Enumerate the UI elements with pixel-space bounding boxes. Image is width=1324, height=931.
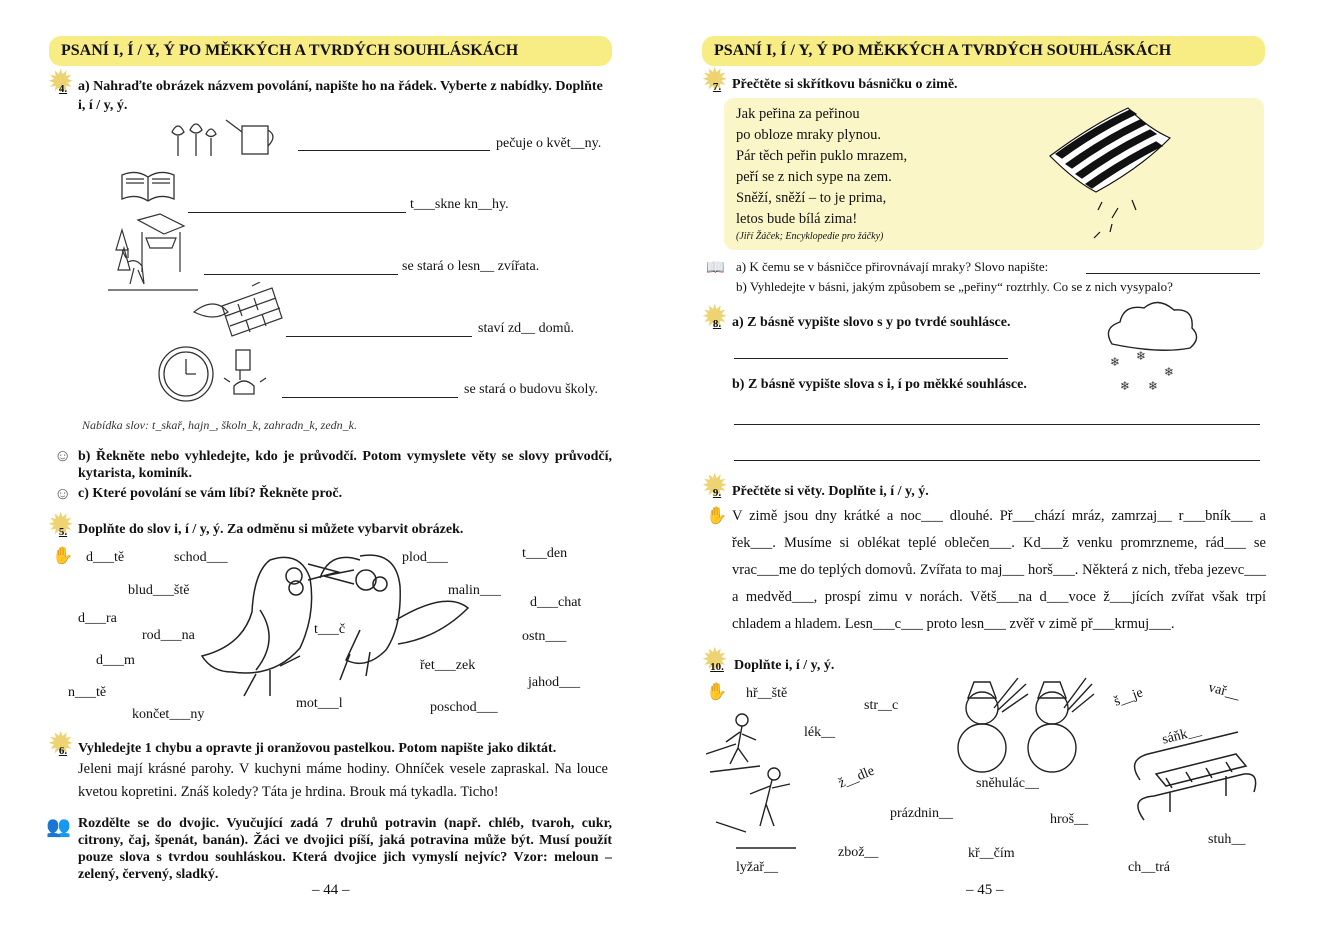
ex10-word: lyžař__ xyxy=(736,860,778,875)
ex5-word: n___tě xyxy=(68,685,107,700)
answer-line[interactable] xyxy=(734,358,1008,359)
ex10-word: prázdnin__ xyxy=(890,806,953,821)
ex4-item-5: se stará o budovu školy. xyxy=(464,382,599,397)
answer-line[interactable] xyxy=(1086,273,1260,274)
exercise-7-instruction: Přečtěte si skřítkovu básničku o zimě. xyxy=(732,77,958,92)
poem-line: po obloze mraky plynou. xyxy=(736,127,881,143)
sled-picture xyxy=(1130,728,1262,826)
clock-bell-picture xyxy=(156,344,276,404)
ex5-word: blud___ště xyxy=(128,583,190,598)
exercise-9-instruction: Přečtěte si věty. Doplňte i, í / y, ý. xyxy=(732,484,929,499)
ex10-word: zbož__ xyxy=(838,845,879,860)
hand-icon: ✋ xyxy=(52,546,74,565)
poem-box xyxy=(724,98,1264,250)
skiers-picture xyxy=(706,706,798,856)
ex10-word: ch__trá xyxy=(1128,860,1170,875)
exercise-number-6: ✹ 6. xyxy=(52,740,74,762)
svg-text:❄: ❄ xyxy=(1148,379,1159,393)
exercise-number-8: ✹ 8. xyxy=(706,313,728,335)
exercise-7a-question: a) K čemu se v básničce přirovnávají mraky? Slovo napište: xyxy=(736,259,1049,274)
answer-line[interactable] xyxy=(734,424,1260,425)
ex10-word: sněhulác__ xyxy=(976,776,1039,791)
ex5-word: jahod___ xyxy=(528,675,581,690)
ex10-word: š__je xyxy=(1112,685,1146,710)
ex5-word: poschod___ xyxy=(430,700,498,715)
ex4-item-1: pečuje o květ__ny. xyxy=(496,136,602,151)
pair-work-icon: 👥 xyxy=(46,816,71,838)
ex10-word: hroš__ xyxy=(1050,812,1089,827)
poem-line: Jak peřina za peřinou xyxy=(736,106,860,122)
page-title: PSANÍ I, Í / Y, Ý PO MĚKKÝCH A TVRDÝCH SOUHLÁSKÁCH xyxy=(49,36,612,66)
exercise-number-5: ✹ 5. xyxy=(52,521,74,543)
exercise-number-7: ✹ 7. xyxy=(706,76,728,98)
ex10-word: sáňk__ xyxy=(1160,723,1203,748)
hand-icon: ✋ xyxy=(706,682,728,701)
exercise-8a-instruction: a) Z básně vypište slovo s y po tvrdé souhlásce. xyxy=(732,315,1011,330)
poem xyxy=(736,104,907,244)
ex5-word: t___den xyxy=(522,546,568,561)
ex10-word: lék__ xyxy=(804,725,836,740)
page-title: PSANÍ I, Í / Y, Ý PO MĚKKÝCH A TVRDÝCH SOUHLÁSKÁCH xyxy=(702,36,1265,66)
snowmen-picture xyxy=(942,668,1102,774)
ex5-word: schod___ xyxy=(174,550,228,565)
exercise-4b-instruction: b) Řekněte nebo vyhledejte, kdo je průvodčí. Potom vymyslete věty se slovy průvodčí, kytarista, kominík. xyxy=(78,449,612,481)
svg-text:❄: ❄ xyxy=(1136,349,1147,363)
exercise-4-instruction: a) Nahraďte obrázek názvem povolání, napište ho na řádek. Vyberte z nabídky. Doplňte i, í / y, ý. xyxy=(78,79,603,113)
poem-line: Pár těch peřin puklo mrazem, xyxy=(736,148,908,164)
answer-line[interactable] xyxy=(298,150,490,151)
ex10-word: stuh__ xyxy=(1208,832,1246,847)
answer-line[interactable] xyxy=(734,460,1260,461)
exercise-5-instruction: Doplňte do slov i, í / y, ý. Za odměnu si můžete vybarvit obrázek. xyxy=(78,522,464,537)
ex4-item-3: se stará o lesn__ zvířata. xyxy=(402,259,540,274)
ex10-word: str__c xyxy=(864,698,899,713)
torn-quilt-picture xyxy=(1042,104,1192,244)
flowers-watering-can-picture xyxy=(160,112,280,160)
ex5-word: končet___ny xyxy=(132,707,205,722)
ex5-word: d___m xyxy=(96,653,135,668)
word-offer: Nabídka slov: t_skař, hajn_, školn_k, zahradn_k, zedn_k. xyxy=(82,418,357,432)
ex5-word: d___tě xyxy=(86,550,125,565)
ex5-word: d___ra xyxy=(78,611,117,626)
ex10-word: kř__čím xyxy=(968,846,1015,861)
answer-line[interactable] xyxy=(286,336,472,337)
poem-line: letos bude bílá zima! xyxy=(736,211,858,227)
exercise-10-instruction: Doplňte i, í / y, ý. xyxy=(734,658,835,673)
exercise-6-text: Jeleni mají krásné parohy. V kuchyni máme hodiny. Ohníček vesele zapraskal. Na louce kvetou kopretini. Znáš koledy? Táta je hrdina. Brouk má tykadla. Ticho! xyxy=(78,761,608,800)
exercise-number-9: ✹ 9. xyxy=(706,482,728,504)
exercise-9-text: V zimě jsou dny krátké a noc___ dlouhé. Př___chází mráz, zamrzaj__ r___bník___ a řek___. Musíme si oblékat teplé oblečen___. Kd___ž venku promrzneme, rád___ se vrac___me do teplých domovů. Zvířata to maj___ horš___. Některá z nich, třeba jezevc___ a medvěd___, prospí zimu v norách. Větš___na d___voce ž___jících zvířat však trpí chladem a hladem. Lesn___c___ proto lesn___ zvěř v zimě př___krmuj___. xyxy=(732,508,1266,632)
poem-line: Sněží, sněží – to je prima, xyxy=(736,190,887,206)
page-number: – 44 – xyxy=(312,882,350,898)
pair-task-instruction: Rozdělte se do dvojic. Vyučující zadá 7 druhů potravin (např. chléb, tvaroh, cukr, citrony, čaj, špenát, banán). Žáci ve dvojici píší, jaká potravina může být. Musí použít pouze slova s tvrdou souhláskou. Která dvojice jich vymyslí nejvíc? Vzor: meloun – zelený, červený, sladký. xyxy=(78,816,612,882)
ex4-item-4: staví zd__ domů. xyxy=(478,321,575,336)
ex4-item-2: t___skne kn__hy. xyxy=(410,197,509,212)
page-number: – 45 – xyxy=(966,882,1004,898)
poem-line: peří se z nich sype na zem. xyxy=(736,169,892,185)
svg-text:❄: ❄ xyxy=(1120,379,1131,393)
book-picture xyxy=(118,165,178,203)
poem-source: (Jiří Žáček; Encyklopedie pro žáčky) xyxy=(736,231,884,242)
ex5-word: t___č xyxy=(314,622,346,637)
exercise-4c-instruction: c) Které povolání se vám líbí? Řekněte proč. xyxy=(78,486,343,501)
ex10-word: ž__dle xyxy=(836,763,877,792)
ex5-word: rod___na xyxy=(142,628,195,643)
exercise-7b-question: b) Vyhledejte v básni, jakým způsobem se „peřiny“ roztrhly. Co se z nich vysypalo? xyxy=(736,279,1173,294)
hand-icon: ✋ xyxy=(706,506,728,525)
svg-text:❄: ❄ xyxy=(1164,365,1175,379)
ex5-word: mot___l xyxy=(296,696,343,711)
speech-icon: ☺ xyxy=(54,484,72,503)
right-page xyxy=(662,0,1324,931)
forester-deer-picture xyxy=(108,210,198,295)
ex5-word: malin___ xyxy=(448,583,501,598)
exercise-number-4: ✹ 4. xyxy=(52,78,74,100)
answer-line[interactable] xyxy=(282,397,458,398)
exercise-8b-instruction: b) Z básně vypište slova s i, í po měkké souhlásce. xyxy=(732,377,1027,392)
book-icon: 📖 xyxy=(706,260,725,276)
ex5-word: řet___zek xyxy=(420,658,476,673)
ex10-word: hř__ště xyxy=(746,686,788,701)
speech-icon: ☺ xyxy=(54,446,72,465)
snow-cloud-picture xyxy=(1100,300,1204,396)
exercise-number-10: ✹ 10. xyxy=(706,656,728,678)
brick-wall-trowel-picture xyxy=(192,282,288,342)
answer-line[interactable] xyxy=(204,274,398,275)
svg-text:❄: ❄ xyxy=(1110,355,1121,369)
answer-line[interactable] xyxy=(188,212,406,213)
ex5-word: plod___ xyxy=(402,550,448,565)
exercise-6-instruction: Vyhledejte 1 chybu a opravte ji oranžovou pastelkou. Potom napište jako diktát. xyxy=(78,741,557,756)
ex5-word: ostn___ xyxy=(522,629,567,644)
ex5-word: d___chat xyxy=(530,595,582,610)
ex10-word: vař__ xyxy=(1206,680,1242,703)
